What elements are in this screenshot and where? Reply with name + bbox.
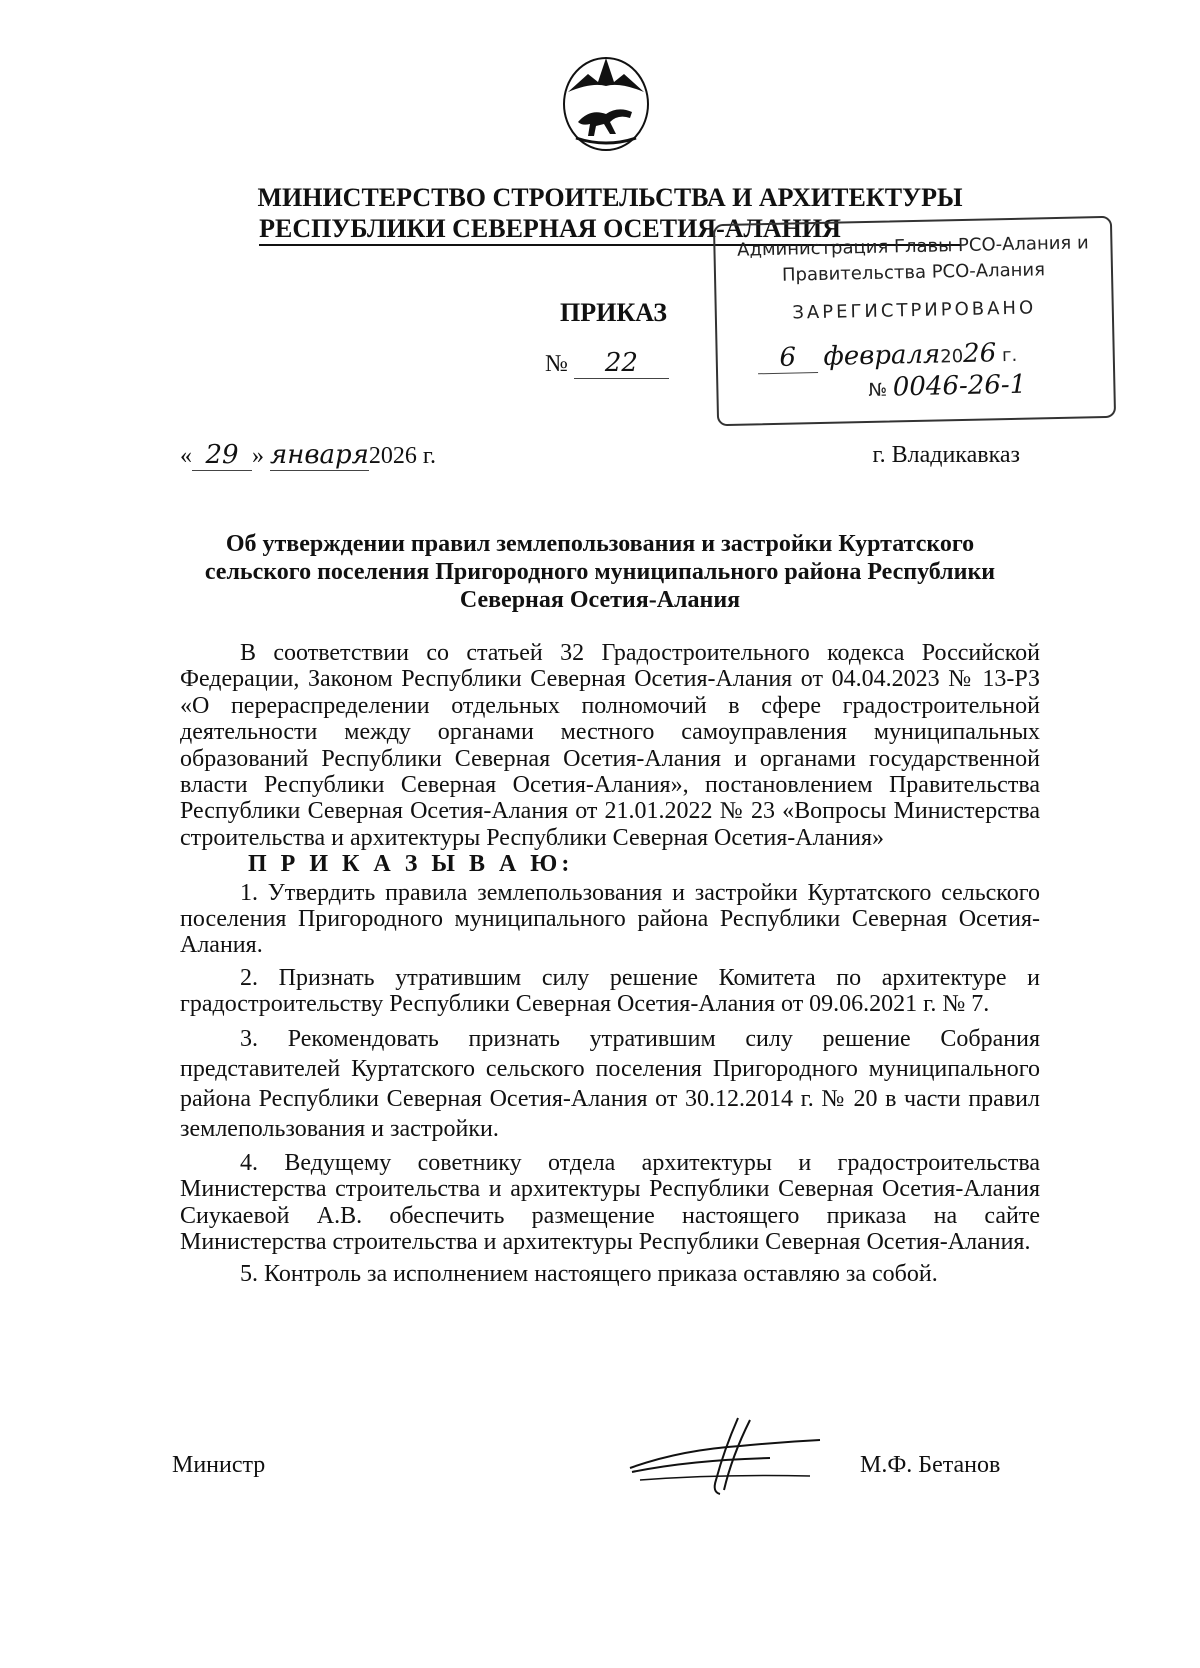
- order-item-2: 2. Признать утратившим силу решение Комитета по архитектуре и градостроительству Республики Северная Осетия-Алания от 09.06.2021 г. № 7.: [180, 964, 1040, 1018]
- stamp-registered: ЗАРЕГИСТРИРОВАНО: [792, 297, 1037, 324]
- order-number-line: [545, 348, 669, 379]
- stamp-year-mark: г.: [1001, 344, 1018, 367]
- stamp-year-suffix: 26: [962, 338, 997, 369]
- subject-line-2: сельского поселения Пригородного муниципального района Республики: [204, 559, 996, 585]
- order-title: ПРИКАЗ: [560, 298, 668, 327]
- subject-line-1: Об утверждении правил землепользования и застройки Куртатского: [225, 531, 975, 557]
- stamp-org-line-1: Администрация Главы РСО-Алания и: [736, 232, 1089, 261]
- order-date-day: 29: [192, 440, 252, 471]
- order-number: 22: [574, 348, 669, 379]
- order-item-5: 5. Контроль за исполнением настоящего приказа оставляю за собой.: [240, 1261, 938, 1288]
- order-word: П Р И К А З Ы В А Ю:: [248, 851, 574, 878]
- ministry-line-1: МИНИСТЕРСТВО СТРОИТЕЛЬСТВА И АРХИТЕКТУРЫ: [257, 183, 963, 212]
- stamp-org-line-2: Правительства РСО-Алания: [781, 259, 1046, 286]
- ministry-line-2: РЕСПУБЛИКИ СЕВЕРНАЯ ОСЕТИЯ-АЛАНИЯ: [259, 213, 961, 246]
- coat-of-arms-emblem: [560, 52, 652, 152]
- order-date: « 29 » января2026 г.: [180, 440, 436, 470]
- stamp-month: февраля: [823, 339, 941, 372]
- order-date-year: 2026 г.: [368, 443, 436, 469]
- stamp-number-label: №: [868, 379, 888, 401]
- order-item-4: 4. Ведущему советнику отдела архитектуры и градостроительства Министерства строительства и архитектуры Республики Северная Осетия-Алания Сиукаевой А.В. обеспечить размещение настоящего приказа на сайте Министерства строительства и архитектуры Республики Северная Осетия-Алания.: [180, 1149, 1040, 1255]
- order-date-month: января: [270, 440, 369, 470]
- signer-role: Министр: [172, 1452, 266, 1478]
- handwritten-signature: [620, 1410, 830, 1500]
- signer-name: М.Ф. Бетанов: [860, 1452, 1001, 1478]
- stamp-number: 0046-26-1: [892, 369, 1027, 403]
- stamp-year-prefix: 20: [940, 345, 964, 368]
- order-item-1: 1. Утвердить правила землепользования и застройки Куртатского сельского поселения Пригородного муниципального района Республики Северная Осетия-Алания.: [180, 879, 1040, 959]
- stamp-number-line: [868, 368, 1099, 403]
- order-number-label: №: [545, 351, 568, 377]
- order-item-3: 3. Рекомендовать признать утратившим силу решение Собрания представителей Куртатского сельского поселения Пригородного муниципального района Республики Северная Осетия-Алания от 30.12.2014 г. № 20 в части правил землепользования и застройки.: [180, 1025, 1040, 1142]
- stamp-day: 6: [757, 342, 818, 374]
- order-body: [180, 640, 1040, 1288]
- order-subject: [170, 530, 1030, 614]
- registration-stamp: [713, 216, 1116, 426]
- preamble-paragraph: В соответствии со статьей 32 Градостроительного кодекса Российской Федерации, Законом Республики Северная Осетия-Алания от 04.04.2023 № 13-РЗ «О перераспределении отдельных полномочий в сфере градостроительной деятельности между органами местного самоуправления муниципальных образований Республики Северная Осетия-Алания и органами государственной власти Республики Северная Осетия-Алания», постановлением Правительства Республики Северная Осетия-Алания от 21.01.2022 № 23 «Вопросы Министерства строительства и архитектуры Республики Северная Осетия-Алания»: [180, 640, 1040, 851]
- subject-line-3: Северная Осетия-Алания: [459, 587, 741, 613]
- stamp-organization: [715, 230, 1111, 290]
- order-city: г. Владикавказ: [872, 442, 1020, 468]
